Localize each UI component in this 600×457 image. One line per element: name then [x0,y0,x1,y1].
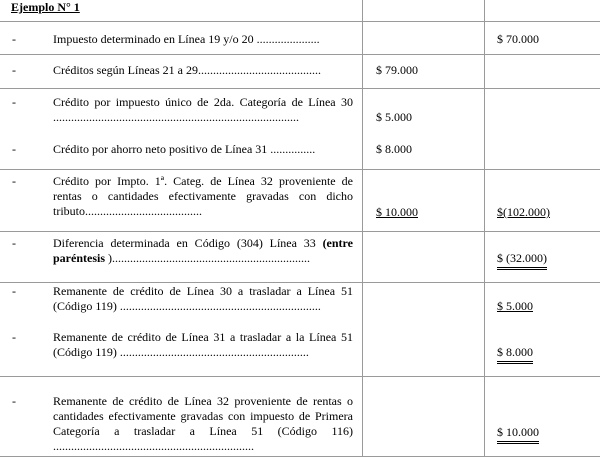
row-description: Crédito por Impto. 1ª. Categ. de Línea 32 proveniente de rentas o cantidades efectivamente gravadas con dicho tributo....................................... [53,174,353,218]
column-divider-2 [484,0,485,457]
row-description: Remanente de crédito de Línea 32 proveniente de rentas o cantidades efectivamente gravadas con impuesto de Primera Categoría a trasladar a Línea 51 (Código 116) ................................................................... [53,394,353,453]
row-divider [0,282,600,283]
row-bullet: - [12,63,16,77]
row-description: Impuesto determinado en Línea 19 y/o 20 ..................... [53,32,320,46]
amount-total: $(102.000) [497,205,550,219]
amount-credit: $ 5.000 [376,110,412,124]
amount-total: $ 5.000 [497,299,533,313]
emphasis-text: (entre paréntesis [53,236,353,265]
row-divider [0,21,600,22]
row-bullet: - [12,236,16,250]
row-divider [0,231,600,232]
amount-total: $ (32.000) [497,251,547,270]
example-title: Ejemplo N° 1 [11,0,80,14]
row-divider [0,376,600,377]
row-bullet: - [12,32,16,46]
amount-total: $ 8.000 [497,345,533,364]
row-divider [0,88,600,89]
amount-credit: $ 10.000 [376,205,418,219]
row-description: Créditos según Líneas 21 a 29......................................... [53,63,321,77]
row-bullet: - [12,284,16,298]
row-description: Diferencia determinada en Código (304) Línea 33 (entre paréntesis ).................................................................. [53,236,353,265]
row-bullet: - [12,142,16,156]
row-description: Crédito por impuesto único de 2da. Categoría de Línea 30 .................................................................................. [53,95,353,124]
row-divider [0,54,600,55]
row-bullet: - [12,330,16,344]
amount-credit: $ 8.000 [376,142,412,156]
row-bullet: - [12,174,16,188]
amount-credit: $ 79.000 [376,63,418,77]
row-bullet: - [12,394,16,408]
row-description: Remanente de crédito de Línea 30 a trasladar a Línea 51 (Código 119) ................................................................... [53,284,353,313]
column-divider-1 [362,0,363,457]
row-description: Crédito por ahorro neto positivo de Línea 31 ............... [53,142,316,156]
row-bullet: - [12,95,16,109]
row-description: Remanente de crédito de Línea 31 a trasladar a la Línea 51 (Código 119) ............................................................... [53,330,353,359]
amount-total: $ 10.000 [497,425,539,444]
amount-total: $ 70.000 [497,32,539,46]
row-divider [0,169,600,170]
